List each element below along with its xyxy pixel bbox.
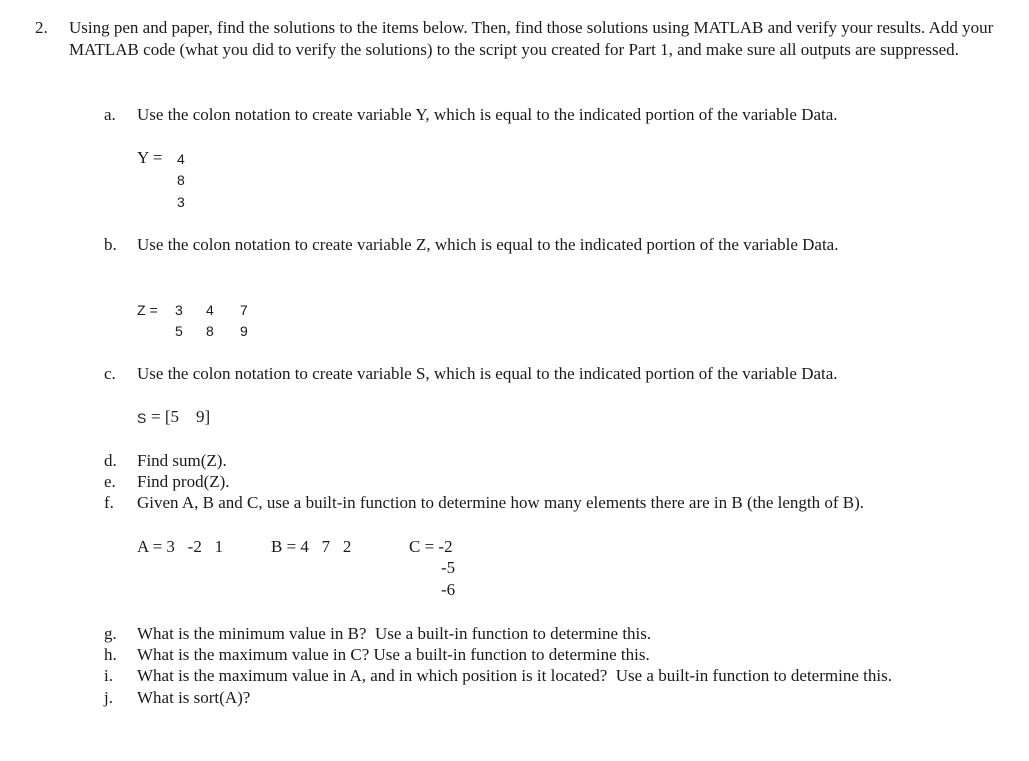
question-intro: Using pen and paper, find the solutions to the items below. Then, find those solutions using MATLAB and verify your results. Add your MATLAB code (what you did to verify the solutions) to the script you created for Part 1, and make sure all outputs are suppressed. — [69, 18, 994, 59]
item-d-text: Find sum(Z). — [137, 451, 227, 470]
item-e-label: e. — [104, 472, 116, 491]
item-d-label: d. — [104, 451, 117, 470]
matrix-c-value: -6 — [441, 580, 456, 599]
item-f-text: Given A, B and C, use a built-in function to determine how many elements there are in B (the length of B). — [137, 493, 865, 512]
matrix-y-lhs: Y = — [137, 148, 163, 167]
matrix-s-lhs: S — [137, 410, 147, 426]
item-g-label: g. — [104, 624, 117, 643]
item-b-label: b. — [104, 235, 117, 254]
matrix-z-lhs: Z = — [137, 302, 158, 318]
matrix-c-lhs: C = -2 — [409, 537, 453, 556]
item-j-text: What is sort(A)? — [137, 688, 251, 707]
item-b-text: Use the colon notation to create variable Z, which is equal to the indicated portion of the variable Data. — [137, 235, 839, 254]
question-number: 2. — [35, 18, 48, 37]
item-a-label: a. — [104, 105, 116, 124]
matrix-y-value: 3 — [177, 194, 185, 210]
matrix-z-cell: 4 — [206, 302, 214, 318]
item-c-text: Use the colon notation to create variable S, which is equal to the indicated portion of the variable Data. — [137, 364, 838, 383]
item-e-text: Find prod(Z). — [137, 472, 230, 491]
matrix-a: A = 3 -2 1 — [137, 537, 224, 556]
item-g-text: What is the minimum value in B? Use a built-in function to determine this. — [137, 624, 652, 643]
item-i-text: What is the maximum value in A, and in which position is it located? Use a built-in function to determine this. — [137, 666, 892, 685]
item-c-label: c. — [104, 364, 116, 383]
matrix-z-cell: 9 — [240, 323, 248, 339]
matrix-z-cell: 7 — [240, 302, 248, 318]
item-h-label: h. — [104, 645, 117, 664]
matrix-c-value: -5 — [441, 558, 456, 577]
item-i-label: i. — [104, 666, 113, 685]
matrix-z-cell: 3 — [175, 302, 183, 318]
item-a-text: Use the colon notation to create variable Y, which is equal to the indicated portion of the variable Data. — [137, 105, 838, 124]
matrix-y-value: 8 — [177, 172, 185, 188]
matrix-z-cell: 8 — [206, 323, 214, 339]
item-h-text: What is the maximum value in C? Use a built-in function to determine this. — [137, 645, 650, 664]
item-j-label: j. — [104, 688, 113, 707]
matrix-b: B = 4 7 2 — [271, 537, 352, 556]
item-f-label: f. — [104, 493, 114, 512]
matrix-s-rhs: = [5 9] — [151, 407, 211, 426]
matrix-z-cell: 5 — [175, 323, 183, 339]
matrix-y-value: 4 — [177, 151, 185, 167]
